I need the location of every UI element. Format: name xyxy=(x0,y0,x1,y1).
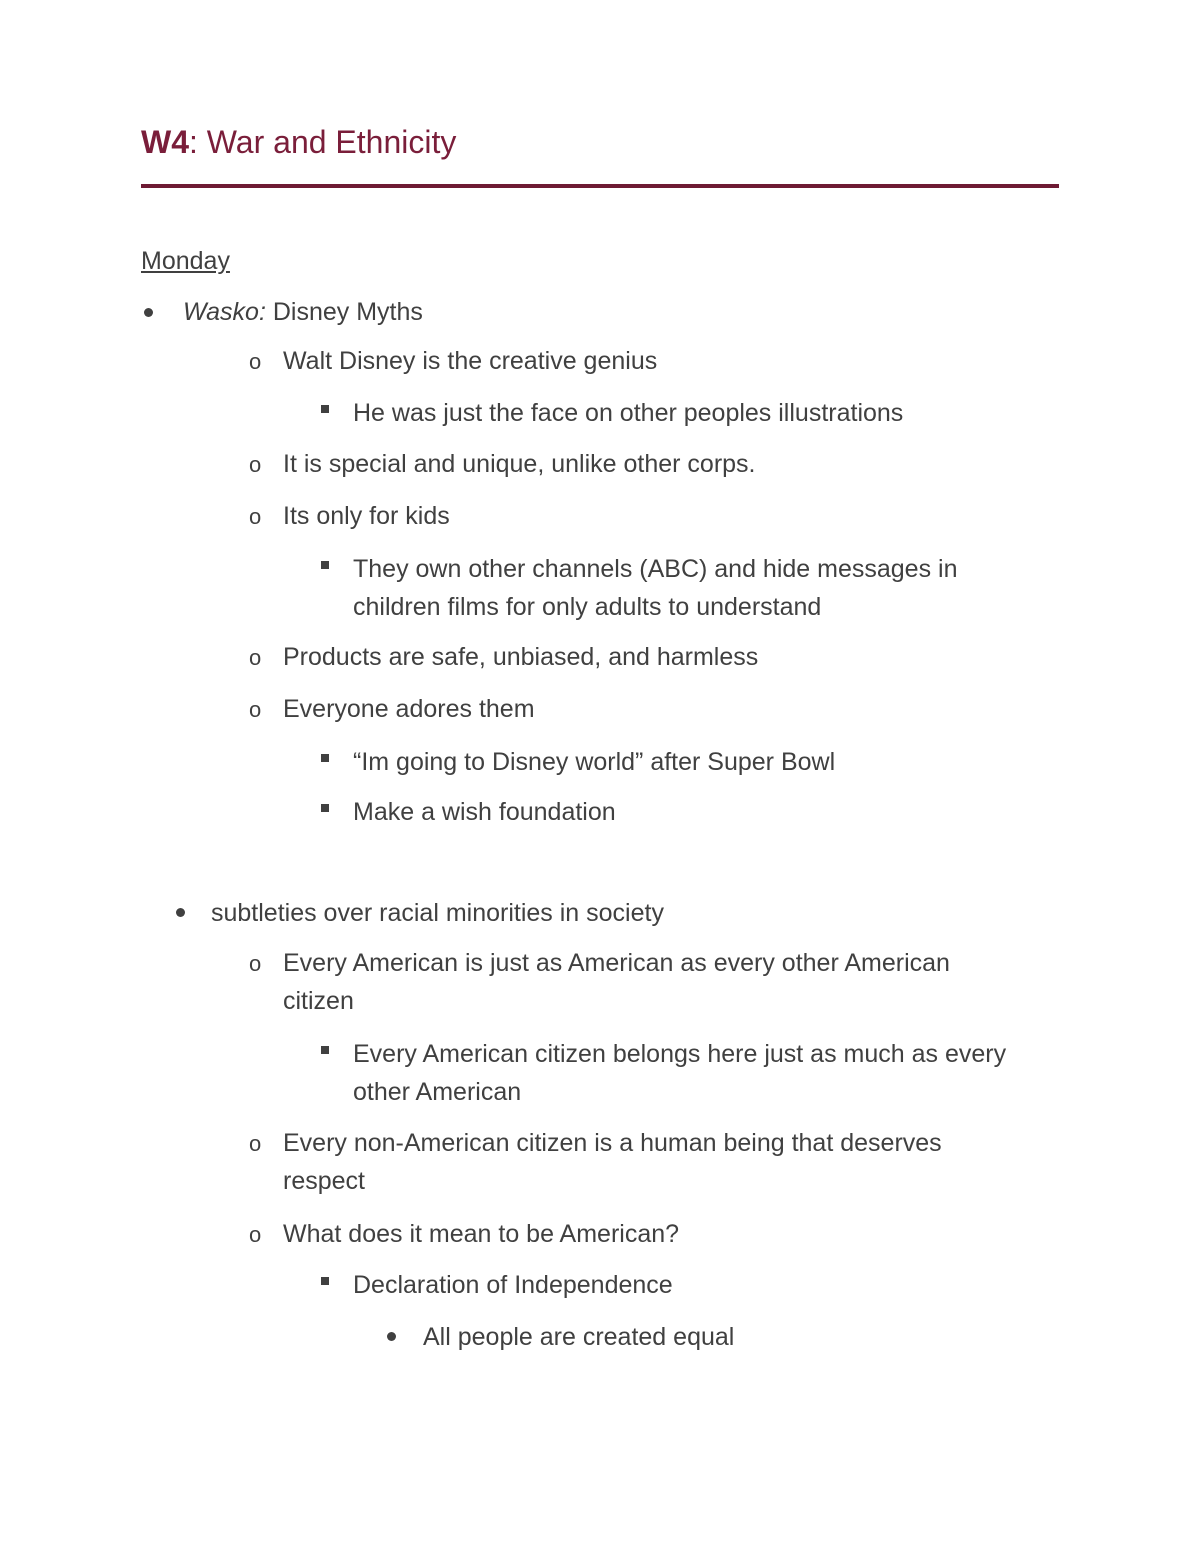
bullet-square-icon xyxy=(321,561,329,569)
bullet-circle-icon: o xyxy=(249,1222,262,1247)
bullet-dot-icon xyxy=(387,1332,396,1341)
list-item: Products are safe, unbiased, and harmless xyxy=(283,643,759,671)
title-code: W4 xyxy=(141,124,189,160)
item-author: Wasko: xyxy=(183,298,266,326)
bullet-dot-icon xyxy=(144,308,153,317)
section-heading: Monday xyxy=(141,247,230,275)
list-item: Every American is just as American as every other American citizen xyxy=(283,949,950,1015)
bullet-circle-icon: o xyxy=(249,1131,262,1156)
bullet-square-icon xyxy=(321,405,329,413)
list-item: They own other channels (ABC) and hide messages in children films for only adults to understand xyxy=(353,555,958,621)
bullet-circle-icon: o xyxy=(249,951,262,976)
list-item: All people are created equal xyxy=(423,1323,735,1351)
bullet-square-icon xyxy=(321,1046,329,1054)
list-item: Declaration of Independence xyxy=(353,1271,673,1299)
list-item: “Im going to Disney world” after Super Bowl xyxy=(353,748,836,776)
bullet-circle-icon: o xyxy=(249,504,262,529)
list-item: Everyone adores them xyxy=(283,695,535,723)
bullet-circle-icon: o xyxy=(249,452,262,477)
list-item: Walt Disney is the creative genius xyxy=(283,347,658,375)
bullet-square-icon xyxy=(321,1277,329,1285)
list-item: Every American citizen belongs here just as much as every other American xyxy=(353,1040,1007,1106)
item-text: Disney Myths xyxy=(265,298,423,326)
title-divider xyxy=(141,184,1059,188)
title-text: : War and Ethnicity xyxy=(189,124,457,160)
bullet-dot-icon xyxy=(176,908,185,917)
bullet-square-icon xyxy=(321,754,329,762)
list-item: Every non-American citizen is a human being that deserves respect xyxy=(283,1129,942,1195)
page-title xyxy=(141,122,456,162)
list-item: Its only for kids xyxy=(283,502,450,530)
list-item xyxy=(183,293,1043,331)
list-item: Make a wish foundation xyxy=(353,798,616,826)
bullet-circle-icon: o xyxy=(249,349,262,374)
list-item: subtleties over racial minorities in society xyxy=(211,899,664,927)
list-item: What does it mean to be American? xyxy=(283,1220,680,1248)
bullet-circle-icon: o xyxy=(249,697,262,722)
list-item: It is special and unique, unlike other corps. xyxy=(283,450,756,478)
bullet-circle-icon: o xyxy=(249,645,262,670)
list-item: He was just the face on other peoples illustrations xyxy=(353,399,904,427)
bullet-square-icon xyxy=(321,804,329,812)
